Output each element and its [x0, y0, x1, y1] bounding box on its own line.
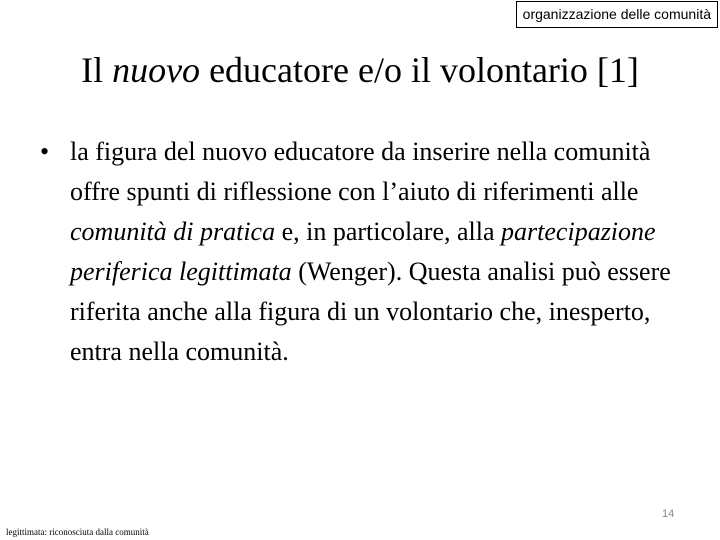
section-tag: organizzazione delle comunità: [516, 1, 718, 28]
bullet-emphasis-1: comunità di pratica: [70, 217, 276, 246]
bullet-icon: •: [40, 137, 50, 166]
page-number: 14: [662, 508, 675, 520]
bullet-segment-3: (Wenger). Questa analisi può essere riferita anche alla figura di un volontario che, inesperto, entra nella comunità.: [70, 257, 671, 366]
title-part-2: educatore e/o il volontario [1]: [200, 50, 639, 90]
footnote: legittimata: riconosciuta dalla comunità: [6, 527, 149, 537]
bullet-segment-2: e, in particolare, alla: [275, 217, 502, 246]
bullet-segment-1: la figura del nuovo educatore da inserire nella comunità offre spunti di riflessione con l’aiuto di riferimenti alle: [70, 137, 651, 206]
slide-title: [0, 44, 720, 96]
bullet-text: [70, 132, 695, 372]
title-italic-word: nuovo: [112, 50, 201, 90]
title-part-1: Il: [81, 50, 113, 90]
bullet-emphasis-2: partecipazione periferica legittimata: [70, 217, 656, 286]
bullet-item: [40, 132, 700, 372]
